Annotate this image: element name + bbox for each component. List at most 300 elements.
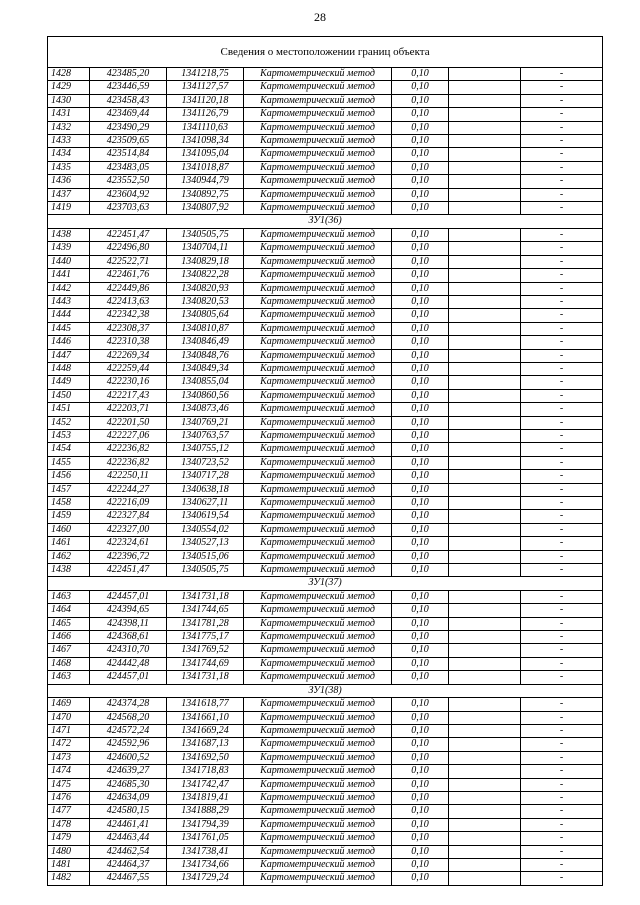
method-cell: Картометрический метод (244, 108, 392, 121)
table-row (48, 523, 603, 536)
accuracy-cell: 0,10 (392, 617, 449, 630)
coord-x-cell: 424462,54 (90, 845, 167, 858)
table-row (48, 550, 603, 563)
extra-cell (449, 255, 521, 268)
point-number-cell: 1480 (48, 845, 90, 858)
method-cell: Картометрический метод (244, 523, 392, 536)
point-number-cell: 1452 (48, 416, 90, 429)
coord-y-cell: 1341744,65 (167, 604, 244, 617)
method-cell: Картометрический метод (244, 202, 392, 215)
table-row (48, 832, 603, 845)
note-cell: - (521, 456, 603, 469)
accuracy-cell: 0,10 (392, 778, 449, 791)
accuracy-cell: 0,10 (392, 711, 449, 724)
extra-cell (449, 845, 521, 858)
point-number-cell: 1444 (48, 309, 90, 322)
coord-y-cell: 1340755,12 (167, 443, 244, 456)
note-cell: - (521, 497, 603, 510)
note-cell: - (521, 765, 603, 778)
note-cell: - (521, 121, 603, 134)
note-cell: - (521, 791, 603, 804)
point-number-cell: 1475 (48, 778, 90, 791)
extra-cell (449, 416, 521, 429)
table-row (48, 376, 603, 389)
coord-y-cell: 1340723,52 (167, 456, 244, 469)
table-row (48, 818, 603, 831)
method-cell: Картометрический метод (244, 362, 392, 375)
accuracy-cell: 0,10 (392, 429, 449, 442)
coord-y-cell: 1341729,24 (167, 872, 244, 885)
method-cell: Картометрический метод (244, 805, 392, 818)
point-number-cell: 1437 (48, 188, 90, 201)
point-number-cell: 1419 (48, 202, 90, 215)
accuracy-cell: 0,10 (392, 671, 449, 684)
table-row (48, 403, 603, 416)
note-cell: - (521, 564, 603, 577)
coord-y-cell: 1340860,56 (167, 389, 244, 402)
note-cell: - (521, 845, 603, 858)
table-row (48, 148, 603, 161)
note-cell: - (521, 523, 603, 536)
coord-y-cell: 1341110,63 (167, 121, 244, 134)
table-row (48, 68, 603, 81)
method-cell: Картометрический метод (244, 429, 392, 442)
accuracy-cell: 0,10 (392, 309, 449, 322)
table-row (48, 791, 603, 804)
table-row (48, 805, 603, 818)
coord-y-cell: 1341095,04 (167, 148, 244, 161)
coord-x-cell: 424457,01 (90, 671, 167, 684)
accuracy-cell: 0,10 (392, 135, 449, 148)
accuracy-cell: 0,10 (392, 550, 449, 563)
table-row (48, 121, 603, 134)
method-cell: Картометрический метод (244, 631, 392, 644)
accuracy-cell: 0,10 (392, 349, 449, 362)
point-number-cell: 1443 (48, 295, 90, 308)
coord-y-cell: 1341888,29 (167, 805, 244, 818)
accuracy-cell: 0,10 (392, 845, 449, 858)
extra-cell (449, 443, 521, 456)
extra-cell (449, 322, 521, 335)
accuracy-cell: 0,10 (392, 631, 449, 644)
method-cell: Картометрический метод (244, 255, 392, 268)
note-cell: - (521, 202, 603, 215)
method-cell: Картометрический метод (244, 872, 392, 885)
point-number-cell: 1466 (48, 631, 90, 644)
point-number-cell: 1429 (48, 81, 90, 94)
coord-x-cell: 422327,84 (90, 510, 167, 523)
coord-x-cell: 424394,65 (90, 604, 167, 617)
extra-cell (449, 858, 521, 871)
note-cell: - (521, 631, 603, 644)
coord-y-cell: 1341734,66 (167, 858, 244, 871)
extra-cell (449, 671, 521, 684)
coord-y-cell: 1340638,18 (167, 483, 244, 496)
accuracy-cell: 0,10 (392, 497, 449, 510)
method-cell: Картометрический метод (244, 349, 392, 362)
accuracy-cell: 0,10 (392, 858, 449, 871)
coord-y-cell: 1341731,18 (167, 671, 244, 684)
table-row (48, 470, 603, 483)
point-number-cell: 1473 (48, 751, 90, 764)
table-row (48, 671, 603, 684)
point-number-cell: 1428 (48, 68, 90, 81)
point-number-cell: 1463 (48, 671, 90, 684)
table-row (48, 510, 603, 523)
method-cell: Картометрический метод (244, 242, 392, 255)
extra-cell (449, 698, 521, 711)
page-number: 28 (314, 10, 326, 24)
extra-cell (449, 188, 521, 201)
point-number-cell: 1450 (48, 389, 90, 402)
coord-y-cell: 1340846,49 (167, 336, 244, 349)
extra-cell (449, 295, 521, 308)
extra-cell (449, 429, 521, 442)
coord-x-cell: 422201,50 (90, 416, 167, 429)
method-cell: Картометрический метод (244, 456, 392, 469)
method-cell: Картометрический метод (244, 389, 392, 402)
method-cell: Картометрический метод (244, 228, 392, 241)
table-row (48, 483, 603, 496)
accuracy-cell: 0,10 (392, 872, 449, 885)
extra-cell (449, 564, 521, 577)
point-number-cell: 1461 (48, 537, 90, 550)
point-number-cell: 1446 (48, 336, 90, 349)
note-cell: - (521, 81, 603, 94)
section-label: ЗУ1(37) (48, 577, 603, 590)
coord-x-cell: 424572,24 (90, 724, 167, 737)
accuracy-cell: 0,10 (392, 537, 449, 550)
coord-x-cell: 424568,20 (90, 711, 167, 724)
method-cell: Картометрический метод (244, 68, 392, 81)
point-number-cell: 1464 (48, 604, 90, 617)
coord-x-cell: 422216,09 (90, 497, 167, 510)
method-cell: Картометрический метод (244, 269, 392, 282)
note-cell: - (521, 322, 603, 335)
coord-y-cell: 1340849,34 (167, 362, 244, 375)
accuracy-cell: 0,10 (392, 805, 449, 818)
point-number-cell: 1430 (48, 94, 90, 107)
table-row (48, 711, 603, 724)
coord-x-cell: 424463,44 (90, 832, 167, 845)
point-number-cell: 1478 (48, 818, 90, 831)
accuracy-cell: 0,10 (392, 724, 449, 737)
extra-cell (449, 68, 521, 81)
extra-cell (449, 818, 521, 831)
note-cell: - (521, 671, 603, 684)
table-row (48, 698, 603, 711)
extra-cell (449, 94, 521, 107)
note-cell: - (521, 617, 603, 630)
note-cell: - (521, 389, 603, 402)
note-cell: - (521, 295, 603, 308)
accuracy-cell: 0,10 (392, 295, 449, 308)
extra-cell (449, 791, 521, 804)
coord-y-cell: 1341661,10 (167, 711, 244, 724)
coord-x-cell: 423552,50 (90, 175, 167, 188)
method-cell: Картометрический метод (244, 550, 392, 563)
method-cell: Картометрический метод (244, 818, 392, 831)
coord-x-cell: 424685,30 (90, 778, 167, 791)
note-cell: - (521, 550, 603, 563)
accuracy-cell: 0,10 (392, 81, 449, 94)
point-number-cell: 1459 (48, 510, 90, 523)
accuracy-cell: 0,10 (392, 269, 449, 282)
note-cell: - (521, 483, 603, 496)
accuracy-cell: 0,10 (392, 698, 449, 711)
method-cell: Картометрический метод (244, 322, 392, 335)
note-cell: - (521, 657, 603, 670)
point-number-cell: 1456 (48, 470, 90, 483)
coord-x-cell: 424464,37 (90, 858, 167, 871)
extra-cell (449, 389, 521, 402)
note-cell: - (521, 711, 603, 724)
accuracy-cell: 0,10 (392, 68, 449, 81)
table-row (48, 765, 603, 778)
note-cell: - (521, 724, 603, 737)
coord-y-cell: 1340944,79 (167, 175, 244, 188)
coord-x-cell: 423483,05 (90, 161, 167, 174)
note-cell: - (521, 108, 603, 121)
extra-cell (449, 108, 521, 121)
point-number-cell: 1463 (48, 590, 90, 603)
coord-x-cell: 424639,27 (90, 765, 167, 778)
accuracy-cell: 0,10 (392, 510, 449, 523)
extra-cell (449, 175, 521, 188)
coord-y-cell: 1340822,28 (167, 269, 244, 282)
table-row (48, 228, 603, 241)
accuracy-cell: 0,10 (392, 751, 449, 764)
coord-y-cell: 1341744,69 (167, 657, 244, 670)
table-row (48, 309, 603, 322)
coord-x-cell: 424374,28 (90, 698, 167, 711)
table-row (48, 269, 603, 282)
coord-y-cell: 1340505,75 (167, 228, 244, 241)
method-cell: Картометрический метод (244, 443, 392, 456)
extra-cell (449, 282, 521, 295)
extra-cell (449, 362, 521, 375)
coord-x-cell: 422451,47 (90, 564, 167, 577)
extra-cell (449, 309, 521, 322)
table-row (48, 456, 603, 469)
extra-cell (449, 135, 521, 148)
point-number-cell: 1447 (48, 349, 90, 362)
coord-x-cell: 422451,47 (90, 228, 167, 241)
accuracy-cell: 0,10 (392, 336, 449, 349)
note-cell: - (521, 336, 603, 349)
extra-cell (449, 148, 521, 161)
coord-y-cell: 1340505,75 (167, 564, 244, 577)
coord-x-cell: 424368,61 (90, 631, 167, 644)
accuracy-cell: 0,10 (392, 765, 449, 778)
table-row (48, 631, 603, 644)
coord-x-cell: 424442,48 (90, 657, 167, 670)
table-row (48, 738, 603, 751)
method-cell: Картометрический метод (244, 765, 392, 778)
table-row (48, 242, 603, 255)
method-cell: Картометрический метод (244, 604, 392, 617)
extra-cell (449, 550, 521, 563)
note-cell: - (521, 510, 603, 523)
method-cell: Картометрический метод (244, 590, 392, 603)
section-label: ЗУ1(36) (48, 215, 603, 228)
method-cell: Картометрический метод (244, 121, 392, 134)
method-cell: Картометрический метод (244, 671, 392, 684)
coord-x-cell: 422269,34 (90, 349, 167, 362)
point-number-cell: 1433 (48, 135, 90, 148)
accuracy-cell: 0,10 (392, 389, 449, 402)
coord-y-cell: 1341731,18 (167, 590, 244, 603)
note-cell: - (521, 242, 603, 255)
accuracy-cell: 0,10 (392, 523, 449, 536)
coord-x-cell: 424592,96 (90, 738, 167, 751)
coord-x-cell: 422324,61 (90, 537, 167, 550)
point-number-cell: 1481 (48, 858, 90, 871)
coord-x-cell: 422217,43 (90, 389, 167, 402)
coord-y-cell: 1341775,17 (167, 631, 244, 644)
coord-y-cell: 1341127,57 (167, 81, 244, 94)
note-cell: - (521, 269, 603, 282)
note-cell: - (521, 778, 603, 791)
table-title: Сведения о местоположении границ объекта (48, 37, 603, 68)
coord-x-cell: 423514,84 (90, 148, 167, 161)
extra-cell (449, 604, 521, 617)
coord-x-cell: 424398,11 (90, 617, 167, 630)
coord-y-cell: 1340627,11 (167, 497, 244, 510)
accuracy-cell: 0,10 (392, 564, 449, 577)
coord-y-cell: 1340619,54 (167, 510, 244, 523)
accuracy-cell: 0,10 (392, 322, 449, 335)
table-row (48, 845, 603, 858)
coord-x-cell: 424580,15 (90, 805, 167, 818)
coord-x-cell: 422203,71 (90, 403, 167, 416)
accuracy-cell: 0,10 (392, 738, 449, 751)
note-cell: - (521, 590, 603, 603)
point-number-cell: 1449 (48, 376, 90, 389)
note-cell: - (521, 644, 603, 657)
accuracy-cell: 0,10 (392, 202, 449, 215)
accuracy-cell: 0,10 (392, 832, 449, 845)
table-row (48, 604, 603, 617)
note-cell: - (521, 537, 603, 550)
coord-x-cell: 422461,76 (90, 269, 167, 282)
note-cell: - (521, 161, 603, 174)
table-row (48, 108, 603, 121)
point-number-cell: 1442 (48, 282, 90, 295)
coord-x-cell: 422230,16 (90, 376, 167, 389)
table-row (48, 724, 603, 737)
method-cell: Картометрический метод (244, 510, 392, 523)
coord-y-cell: 1340820,53 (167, 295, 244, 308)
coord-y-cell: 1341794,39 (167, 818, 244, 831)
section-row (48, 215, 603, 228)
extra-cell (449, 751, 521, 764)
coord-y-cell: 1340805,64 (167, 309, 244, 322)
point-number-cell: 1451 (48, 403, 90, 416)
method-cell: Картометрический метод (244, 738, 392, 751)
coord-y-cell: 1341761,05 (167, 832, 244, 845)
coord-x-cell: 422327,00 (90, 523, 167, 536)
point-number-cell: 1469 (48, 698, 90, 711)
table-row (48, 135, 603, 148)
accuracy-cell: 0,10 (392, 644, 449, 657)
table-row (48, 94, 603, 107)
accuracy-cell: 0,10 (392, 362, 449, 375)
coord-x-cell: 423703,63 (90, 202, 167, 215)
point-number-cell: 1440 (48, 255, 90, 268)
coord-y-cell: 1341718,83 (167, 765, 244, 778)
coord-y-cell: 1341738,41 (167, 845, 244, 858)
note-cell: - (521, 255, 603, 268)
coord-x-cell: 422522,71 (90, 255, 167, 268)
method-cell: Картометрический метод (244, 617, 392, 630)
coord-x-cell: 422342,38 (90, 309, 167, 322)
accuracy-cell: 0,10 (392, 175, 449, 188)
note-cell: - (521, 228, 603, 241)
table-row (48, 644, 603, 657)
coord-y-cell: 1340807,92 (167, 202, 244, 215)
point-number-cell: 1439 (48, 242, 90, 255)
table-row (48, 657, 603, 670)
coord-y-cell: 1340810,87 (167, 322, 244, 335)
extra-cell (449, 711, 521, 724)
point-number-cell: 1455 (48, 456, 90, 469)
note-cell: - (521, 148, 603, 161)
extra-cell (449, 483, 521, 496)
method-cell: Картометрический метод (244, 148, 392, 161)
extra-cell (449, 349, 521, 362)
point-number-cell: 1467 (48, 644, 90, 657)
extra-cell (449, 631, 521, 644)
point-number-cell: 1441 (48, 269, 90, 282)
point-number-cell: 1482 (48, 872, 90, 885)
extra-cell (449, 242, 521, 255)
point-number-cell: 1431 (48, 108, 90, 121)
note-cell: - (521, 738, 603, 751)
note-cell: - (521, 403, 603, 416)
table-row (48, 537, 603, 550)
coord-y-cell: 1340704,11 (167, 242, 244, 255)
accuracy-cell: 0,10 (392, 94, 449, 107)
coord-x-cell: 422496,80 (90, 242, 167, 255)
accuracy-cell: 0,10 (392, 403, 449, 416)
note-cell: - (521, 698, 603, 711)
table-row (48, 389, 603, 402)
note-cell: - (521, 135, 603, 148)
coord-x-cell: 422250,11 (90, 470, 167, 483)
accuracy-cell: 0,10 (392, 242, 449, 255)
note-cell: - (521, 376, 603, 389)
point-number-cell: 1465 (48, 617, 90, 630)
accuracy-cell: 0,10 (392, 108, 449, 121)
coord-y-cell: 1341120,18 (167, 94, 244, 107)
method-cell: Картометрический метод (244, 376, 392, 389)
coord-y-cell: 1341781,28 (167, 617, 244, 630)
point-number-cell: 1476 (48, 791, 90, 804)
extra-cell (449, 724, 521, 737)
coord-y-cell: 1340873,46 (167, 403, 244, 416)
point-number-cell: 1458 (48, 497, 90, 510)
extra-cell (449, 81, 521, 94)
coord-x-cell: 423604,92 (90, 188, 167, 201)
extra-cell (449, 523, 521, 536)
coord-x-cell: 423446,59 (90, 81, 167, 94)
point-number-cell: 1477 (48, 805, 90, 818)
point-number-cell: 1432 (48, 121, 90, 134)
coord-y-cell: 1341018,87 (167, 161, 244, 174)
table-row (48, 778, 603, 791)
table-row (48, 497, 603, 510)
